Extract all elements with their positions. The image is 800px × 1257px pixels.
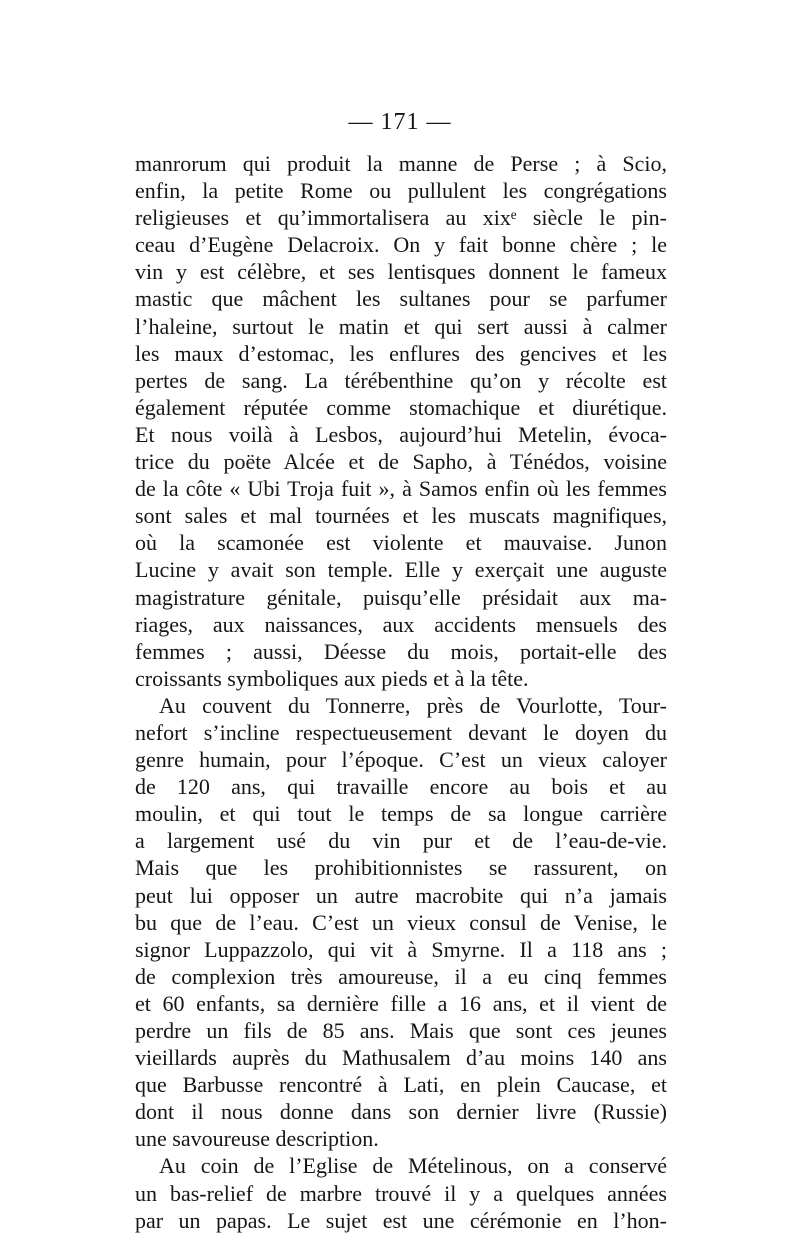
text-line: et 60 enfants, sa dernière fille a 16 ans, et il vient de xyxy=(135,990,667,1016)
text-line: bu que de l’eau. C’est un vieux consul de Venise, le xyxy=(135,909,667,935)
text-line: Au couvent du Tonnerre, près de Vourlotte, Tour- xyxy=(159,692,667,718)
text-line: Et nous voilà à Lesbos, aujourd’hui Metelin, évoca- xyxy=(135,421,667,447)
text-line: sont sales et mal tournées et les muscats magnifiques, xyxy=(135,503,667,529)
text-line: ceau d’Eugène Delacroix. On y fait bonne chère ; le xyxy=(135,232,667,258)
text-line: moulin, et qui tout le temps de sa longue carrière xyxy=(135,801,667,827)
text-line: genre humain, pour l’époque. C’est un vieux caloyer xyxy=(135,747,667,773)
text-line: vin y est célèbre, et ses lentisques donnent le fameux xyxy=(135,259,667,285)
text-line: que Barbusse rencontré à Lati, en plein Caucase, et xyxy=(135,1072,667,1098)
text-line: trice du poëte Alcée et de Sapho, à Ténédos, voisine xyxy=(135,449,667,475)
text-line: également réputée comme stomachique et diurétique. xyxy=(135,394,667,420)
text-line: perdre un fils de 85 ans. Mais que sont ces jeunes xyxy=(135,1018,667,1043)
text-line: de 120 ans, qui travaille encore au bois et au xyxy=(135,774,667,800)
text-line: peut lui opposer un autre macrobite qui n’a jamais xyxy=(135,882,667,908)
text-line: de la côte « Ubi Troja fuit », à Samos enfin où les femmes xyxy=(135,476,667,502)
text-line: riages, aux naissances, aux accidents mensuels des xyxy=(135,611,667,637)
text-line: vieillards auprès du Mathusalem d’au moins 140 ans xyxy=(135,1045,667,1071)
text-line: dont il nous donne dans son dernier livre (Russie) xyxy=(135,1099,667,1125)
body-text xyxy=(135,150,667,1234)
text-line: manrorum qui produit la manne de Perse ; à Scio, xyxy=(135,151,667,176)
text-line: de complexion très amoureuse, il a eu cinq femmes xyxy=(135,963,667,989)
text-line: mastic que mâchent les sultanes pour se parfumer xyxy=(135,286,667,312)
text-line: l’haleine, surtout le matin et qui sert aussi à calmer xyxy=(135,313,667,339)
text-line: par un papas. Le sujet est une cérémonie en l’hon- xyxy=(135,1207,667,1233)
text-line: les maux d’estomac, les enflures des gencives et les xyxy=(135,340,667,366)
text-line: magistrature génitale, puisqu’elle présidait aux ma- xyxy=(135,584,667,610)
text-line: Au coin de l’Eglise de Mételinous, on a conservé xyxy=(159,1153,667,1179)
text-line: nefort s’incline respectueusement devant le doyen du xyxy=(135,719,667,745)
text-line: a largement usé du vin pur et de l’eau-de-vie. xyxy=(135,828,667,854)
text-line: pertes de sang. La térébenthine qu’on y récolte est xyxy=(135,367,667,393)
text-line: une savoureuse description. xyxy=(135,1126,379,1152)
text-line: où la scamonée est violente et mauvaise. Junon xyxy=(135,530,667,556)
text-line: signor Luppazzolo, qui vit à Smyrne. Il a 118 ans ; xyxy=(135,936,667,962)
text-line: un bas-relief de marbre trouvé il y a quelques années xyxy=(135,1180,667,1206)
page-number: — 171 — xyxy=(348,109,452,135)
text-line: Lucine y avait son temple. Elle y exerçait une auguste xyxy=(135,557,667,583)
text-line: croissants symboliques aux pieds et à la tête. xyxy=(135,665,529,691)
text-line: religieuses et qu’immortalisera au xixᵉ siècle le pin- xyxy=(135,205,667,231)
text-line: enfin, la petite Rome ou pullulent les congrégations xyxy=(135,178,667,204)
text-line: Mais que les prohibitionnistes se rassurent, on xyxy=(135,855,667,881)
text-line: femmes ; aussi, Déesse du mois, portait-elle des xyxy=(135,638,667,664)
